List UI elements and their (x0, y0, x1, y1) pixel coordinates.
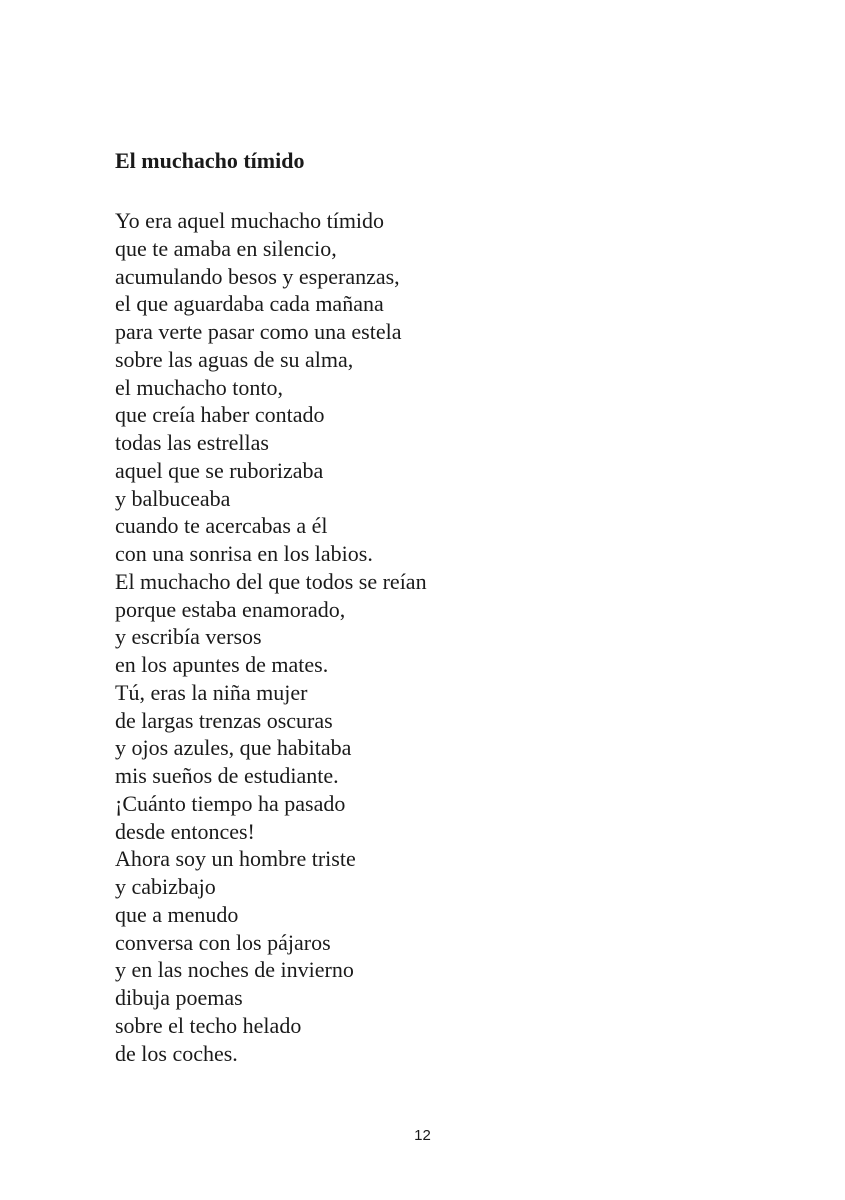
poem-line: El muchacho del que todos se reían (115, 568, 427, 594)
poem-line: sobre las aguas de su alma, (115, 346, 354, 372)
poem-line: y balbuceaba (115, 485, 231, 511)
poem-line: de largas trenzas oscuras (115, 707, 333, 733)
poem-line: aquel que se ruborizaba (115, 457, 324, 483)
poem-line: y ojos azules, que habitaba (115, 735, 352, 761)
poem-line: conversa con los pájaros (115, 929, 331, 955)
poem-line: desde entonces! (115, 818, 255, 844)
poem-line: para verte pasar como una estela (115, 319, 402, 344)
poem-line: y en las noches de invierno (115, 957, 354, 983)
poem-line: que a menudo (115, 901, 239, 927)
poem-body (115, 207, 427, 1067)
poem-line: sobre el techo helado (115, 1012, 302, 1038)
poem-line: de los coches. (115, 1040, 238, 1066)
poem-line: y cabizbajo (115, 874, 216, 899)
poem-line: Ahora soy un hombre triste (115, 846, 356, 872)
poem-line: ¡Cuánto tiempo ha pasado (115, 790, 346, 816)
poem-line: todas las estrellas (115, 430, 269, 455)
poem-line: y escribía versos (115, 624, 262, 650)
page-number: 12 (414, 1127, 431, 1144)
poem-line: el que aguardaba cada mañana (115, 291, 384, 317)
poem-line: dibuja poemas (115, 985, 243, 1010)
poem-line: cuando te acercabas a él (115, 513, 328, 539)
poem-line: en los apuntes de mates. (115, 652, 329, 677)
poem-line: Yo era aquel muchacho tímido (115, 208, 385, 233)
poem-line: mis sueños de estudiante. (115, 763, 339, 788)
poem-line: porque estaba enamorado, (115, 596, 346, 622)
poem-line: con una sonrisa en los labios. (115, 541, 373, 566)
poem-line: que creía haber contado (115, 402, 325, 428)
poem-line: el muchacho tonto, (115, 374, 284, 400)
poem-line: Tú, eras la niña mujer (115, 679, 308, 705)
poem-line: que te amaba en silencio, (115, 235, 337, 261)
poem-line: acumulando besos y esperanzas, (115, 263, 400, 289)
poem-title: El muchacho tímido (115, 148, 305, 173)
